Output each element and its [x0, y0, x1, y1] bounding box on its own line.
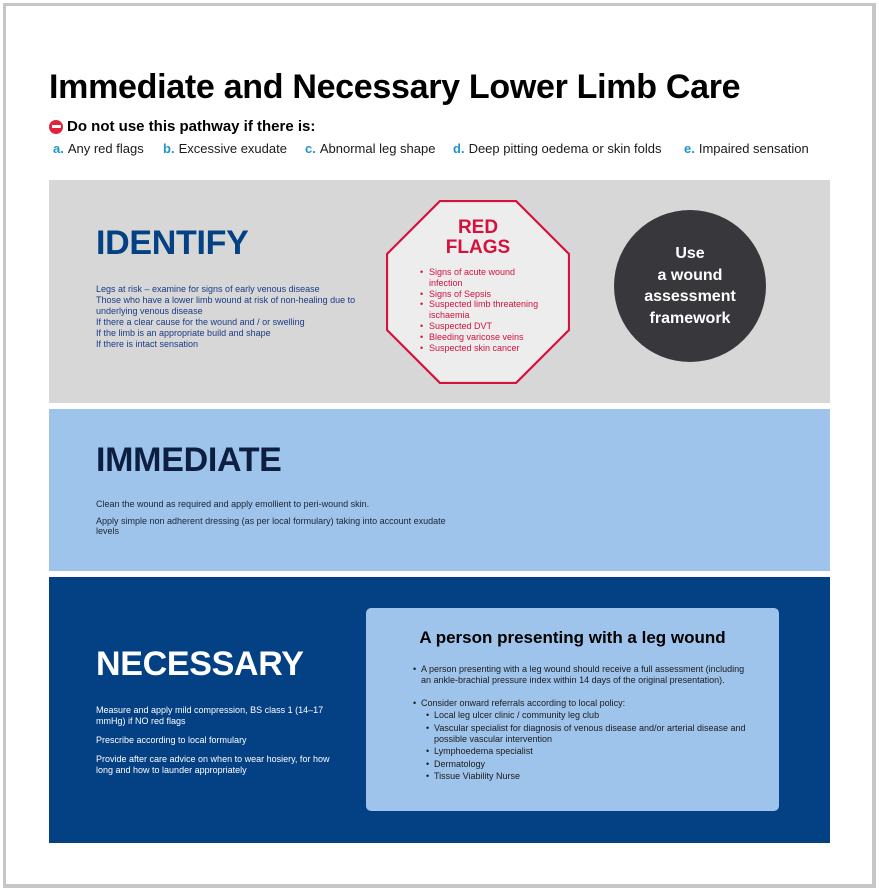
criterion-letter: a.: [53, 141, 64, 156]
immediate-text: [96, 499, 456, 543]
criterion-text: Deep pitting oedema or skin folds: [468, 141, 662, 156]
referral-list: [421, 710, 753, 782]
identify-text: [96, 284, 366, 349]
red-flag-item: • Suspected DVT: [420, 321, 550, 332]
identify-panel: [49, 180, 830, 403]
necessary-line: Provide after care advice on when to wear hosiery, for how long and how to launder appropriately: [96, 754, 330, 775]
immediate-line: Apply simple non adherent dressing (as per local formulary) taking into account exudate levels: [96, 515, 446, 536]
necessary-panel: [49, 577, 830, 843]
criterion-text: Excessive exudate: [178, 141, 287, 156]
warning-text: Do not use this pathway if there is:: [67, 118, 316, 135]
leg-wound-card: [366, 608, 779, 811]
identify-line: Those who have a lower limb wound at risk of non-healing due to underlying venous disease: [96, 294, 356, 316]
criterion-text: Any red flags: [67, 141, 144, 156]
card-bullet: • A person presenting with a leg wound should receive a full assessment (including an ankle-brachial pressure index within 14 days of the original presentation).: [413, 664, 753, 686]
red-flags-octagon: [386, 200, 570, 384]
necessary-line: Prescribe according to local formulary: [96, 735, 247, 745]
warning-row: [49, 118, 315, 135]
red-flag-item: • Bleeding varicose veins: [420, 332, 550, 343]
card-list: [413, 664, 753, 794]
red-flag-item: • Signs of acute wound infection: [420, 267, 550, 289]
referral-item: • Lymphoedema specialist: [421, 746, 753, 757]
criterion-text: Abnormal leg shape: [319, 141, 436, 156]
referral-item: • Vascular specialist for diagnosis of venous disease and/or arterial disease and possible vascular intervention: [421, 723, 753, 745]
referral-item: • Local leg ulcer clinic / community leg club: [421, 710, 753, 721]
circle-text: Use a wound assessment framework: [644, 245, 736, 327]
identify-line: If the limb is an appropriate build and shape: [96, 327, 271, 338]
red-flag-item: • Suspected skin cancer: [420, 343, 550, 354]
immediate-heading: IMMEDIATE: [96, 441, 282, 479]
red-flag-item: • Suspected limb threatening ischaemia: [420, 299, 550, 321]
no-entry-icon: [49, 120, 63, 134]
necessary-text: [96, 705, 336, 784]
criterion-c: [305, 141, 453, 156]
exclusion-criteria: [53, 141, 809, 156]
necessary-line: Measure and apply mild compression, BS class 1 (14–17 mmHg) if NO red flags: [96, 705, 324, 726]
criterion-a: [53, 141, 163, 156]
page-title: Immediate and Necessary Lower Limb Care: [49, 68, 741, 106]
red-flag-item: • Signs of Sepsis: [420, 289, 550, 300]
immediate-line: Clean the wound as required and apply emollient to peri-wound skin.: [96, 499, 370, 509]
criterion-text: Impaired sensation: [698, 141, 809, 156]
criterion-e: [684, 141, 809, 156]
criterion-d: [453, 141, 684, 156]
criterion-letter: c.: [305, 141, 316, 156]
identify-line: If there is intact sensation: [96, 338, 199, 349]
necessary-heading: NECESSARY: [96, 645, 304, 683]
card-title: A person presenting with a leg wound: [419, 628, 726, 647]
wound-assessment-circle: [614, 210, 766, 362]
identify-line: Legs at risk – examine for signs of early venous disease: [96, 284, 320, 294]
immediate-panel: [49, 409, 830, 571]
criterion-letter: e.: [684, 141, 695, 156]
identify-heading: IDENTIFY: [96, 224, 249, 262]
criterion-b: [163, 141, 305, 156]
referral-item: • Tissue Viability Nurse: [421, 771, 753, 782]
red-flags-title: RED FLAGS: [445, 217, 511, 258]
criterion-letter: d.: [453, 141, 465, 156]
referral-item: • Dermatology: [421, 759, 753, 770]
identify-line: If there a clear cause for the wound and / or swelling: [96, 316, 305, 327]
red-flags-list: [420, 267, 550, 353]
card-bullet: • Consider onward referrals according to local policy: • Local leg ulcer clinic / community leg club • Vascular specialist for diagnosis of venous disease and/or arterial disease and possible vascular intervention • Lymphoedema specialist • Dermatology • Tissue Viability Nurse: [413, 698, 753, 782]
criterion-letter: b.: [163, 141, 175, 156]
